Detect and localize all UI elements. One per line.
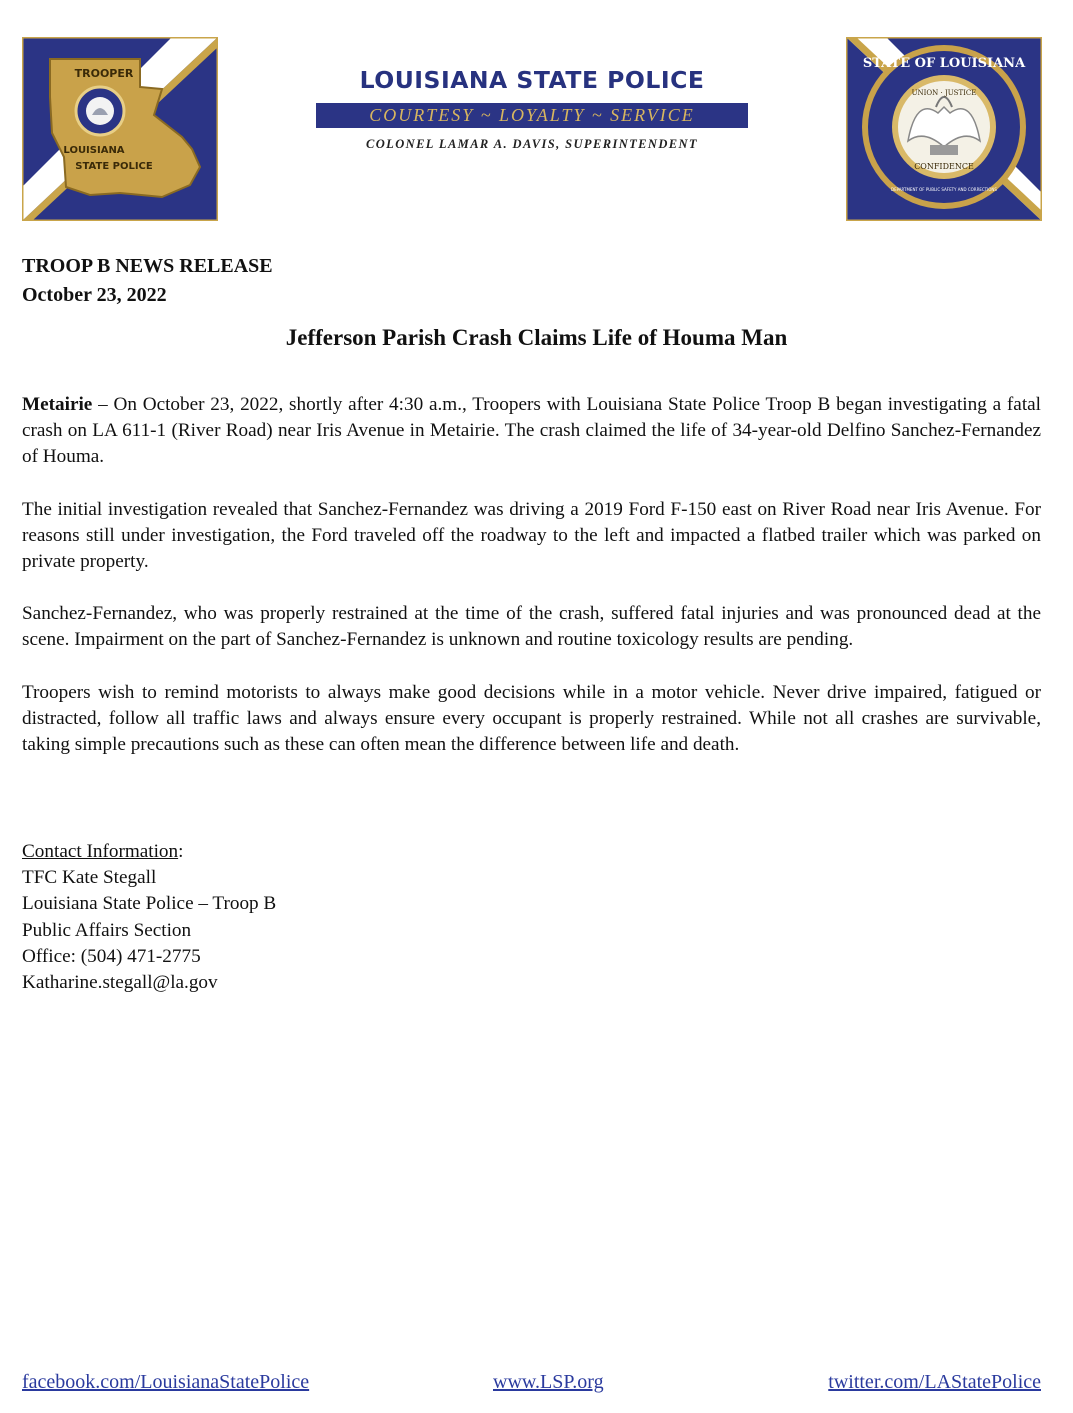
release-date: October 23, 2022: [22, 284, 167, 306]
contact-email[interactable]: Katharine.stegall@la.gov: [22, 972, 218, 994]
seal-lower-text: DEPARTMENT OF PUBLIC SAFETY AND CORRECTIONS: [891, 187, 997, 192]
seal-inner-bottom: CONFIDENCE: [914, 162, 974, 171]
paragraph-1: [22, 392, 1041, 471]
release-dateline: [22, 252, 273, 310]
state-seal-logo: [846, 37, 1042, 221]
contact-section: Public Affairs Section: [22, 919, 192, 941]
paragraph-3: Sanchez-Fernandez, who was properly restrained at the time of the crash, suffered fatal injuries and was pronounced dead at the scene. Impairment on the part of Sanchez-Fernandez is unknown and routine toxicology results are pending.: [22, 603, 1041, 651]
paragraph-4: Troopers wish to remind motorists to always make good decisions while in a motor vehicle. Never drive impaired, fatigued or distracted, follow all traffic laws and always ensure every occupant is properly restrained. While not all crashes are survivable, taking simple precautions such as these can often mean the difference between life and death.: [22, 681, 1041, 756]
twitter-link[interactable]: twitter.com/LAStatePolice: [828, 1371, 1041, 1393]
paragraph-2: The initial investigation revealed that Sanchez-Fernandez was driving a 2019 Ford F-150 east on River Road near Iris Avenue. For reasons still under investigation, the Ford traveled off the roadway to the left and impacted a flatbed trailer which was parked on private property.: [22, 498, 1041, 573]
contact-office-phone: Office: (504) 471-2775: [22, 945, 201, 967]
contact-name: TFC Kate Stegall: [22, 867, 157, 889]
facebook-link[interactable]: facebook.com/LouisianaStatePolice: [22, 1371, 310, 1393]
contact-heading: Contact Information: [22, 841, 179, 862]
badge-top-text: TROOPER: [74, 67, 134, 80]
badge-bottom-text-1: LOUISIANA: [63, 145, 125, 156]
footer-links: [22, 1371, 1041, 1399]
headline: Jefferson Parish Crash Claims Life of Houma Man: [285, 325, 788, 350]
contact-heading-colon: :: [178, 841, 184, 862]
superintendent-line: COLONEL LAMAR A. DAVIS, SUPERINTENDENT: [366, 137, 698, 151]
contact-heading-line: [22, 839, 276, 865]
release-label: TROOP B NEWS RELEASE: [22, 255, 273, 277]
seal-inner-top: UNION · JUSTICE: [911, 89, 977, 97]
contact-organization: Louisiana State Police – Troop B: [22, 893, 277, 915]
masthead: [316, 66, 748, 152]
contact-information: [22, 839, 276, 996]
motto-bar: COURTESY ~ LOYALTY ~ SERVICE: [316, 103, 748, 128]
website-link[interactable]: www.LSP.org: [493, 1371, 604, 1393]
article-body: [22, 392, 1041, 784]
seal-ring-text: STATE OF LOUISIANA: [862, 56, 1026, 71]
badge-bottom-text-2: STATE POLICE: [75, 161, 153, 172]
location-dateline: Metairie: [22, 394, 93, 415]
agency-name: LOUISIANA STATE POLICE: [359, 66, 705, 94]
trooper-badge-logo: [22, 37, 218, 221]
paragraph-1-text: – On October 23, 2022, shortly after 4:30 a.m., Troopers with Louisiana State Police Troop B began investigating a fatal crash on LA 611-1 (River Road) near Iris Avenue in Metairie. The crash claimed the life of 34-year-old Delfino Sanchez-Fernandez of Houma.: [22, 394, 1041, 468]
